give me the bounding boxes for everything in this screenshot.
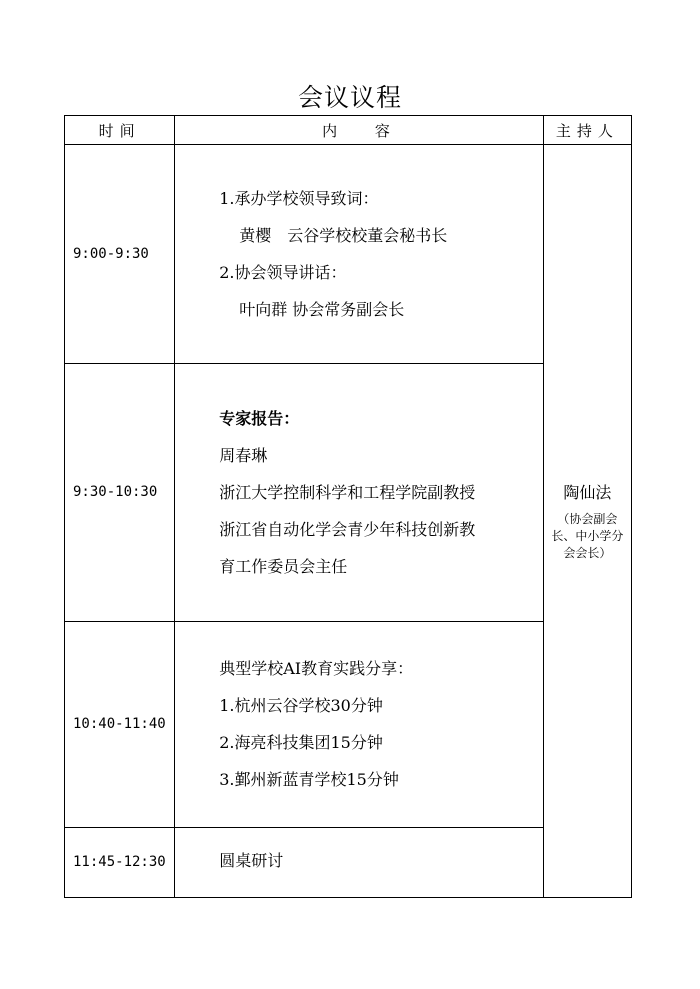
content-line: 圆桌研讨 [219,850,284,870]
content-line: 浙江省自动化学会青少年科技创新教 [219,519,476,539]
content-line: 浙江大学控制科学和工程学院副教授 [219,482,476,502]
host-cell [543,145,631,898]
agenda-table [64,115,632,898]
host-note: （协会副会长、中小学分会会长） [551,512,624,561]
content-cell [175,145,544,364]
content-cell [175,364,544,621]
content-line: 典型学校AI教育实践分享： [219,659,414,679]
content-line: 叶向群 协会常务副会长 [239,300,405,320]
header-content: 内 容 [175,116,544,145]
time-cell: 9:30-10:30 [65,364,175,621]
content-line: 育工作委员会主任 [219,556,348,576]
time-cell: 11:45-12:30 [65,827,175,897]
table-row [65,145,632,364]
content-line: 周春琳 [219,445,268,465]
header-host: 主持人 [543,116,631,145]
content-cell [175,621,544,827]
header-time: 时间 [65,116,175,145]
header-row [65,116,632,145]
content-line: 1.承办学校领导致词： [219,189,379,209]
content-line: 2.海亮科技集团15分钟 [219,733,383,753]
content-line: 1.杭州云谷学校30分钟 [219,696,383,716]
time-cell: 9:00-9:30 [65,145,175,364]
host-name: 陶仙法 [563,483,612,503]
content-line: 专家报告： [219,408,300,428]
content-line: 3.鄞州新蓝青学校15分钟 [219,770,399,790]
page-title: 会议议程 [297,83,402,112]
content-line: 黄樱 云谷学校校董会秘书长 [239,226,448,246]
content-cell [175,827,544,897]
time-cell: 10:40-11:40 [65,621,175,827]
content-line: 2.协会领导讲话： [219,263,347,283]
